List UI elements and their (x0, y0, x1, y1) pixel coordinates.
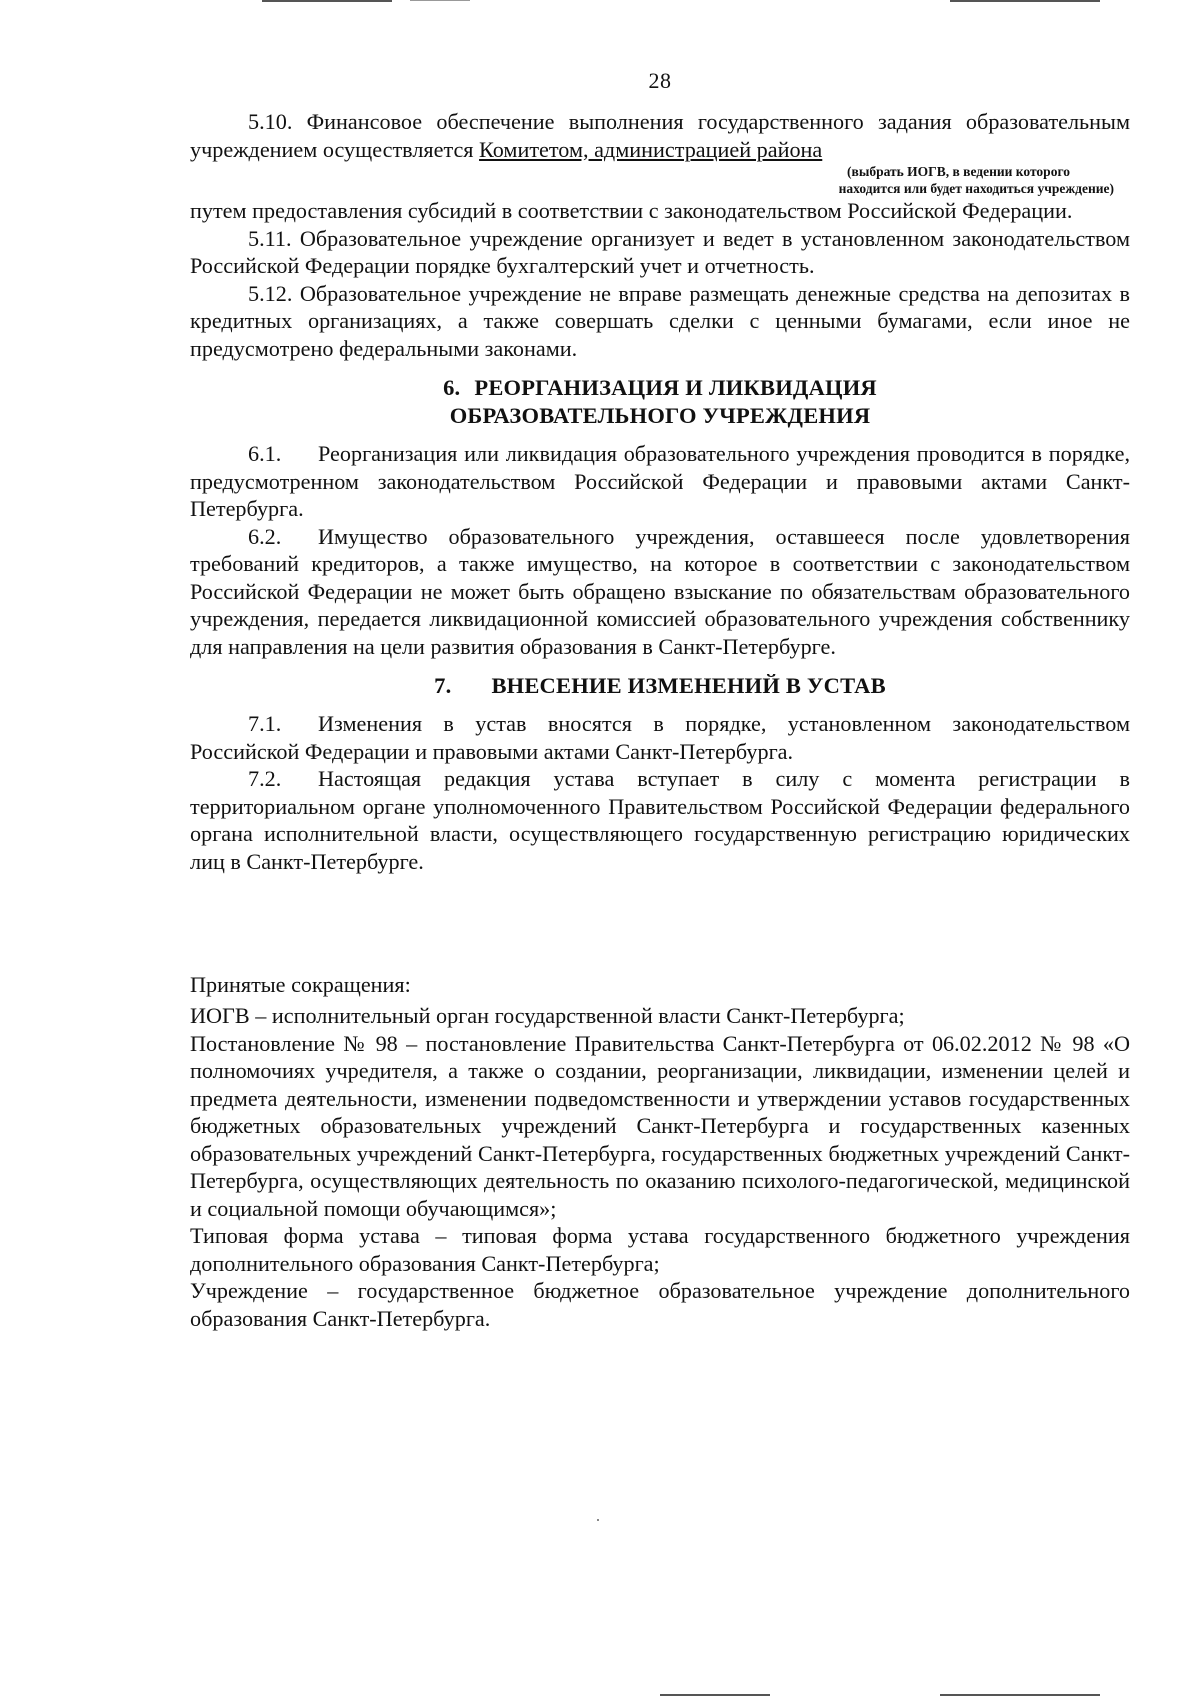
clause-text: Финансовое обеспечение выполнения государственного задания образовательным учреждением осуществляется (190, 109, 1130, 162)
note-line-2: находится или будет находиться учреждение) (838, 181, 1114, 196)
scan-artifact-top-left (262, 0, 392, 2)
abbreviation-item: Типовая форма устава – типовая форма устава государственного бюджетного учреждения дополнительного образования Санкт-Петербурга; (190, 1223, 1130, 1276)
paragraph-5-10-continued: путем предоставления субсидий в соответствии с законодательством Российской Федерации. (190, 198, 1073, 223)
scan-artifact-top-mid (410, 0, 470, 1)
paragraph-7-1 (190, 710, 1130, 765)
clause-number: 5.10. (248, 109, 293, 134)
clause-number: 6.2. (248, 523, 282, 549)
clause-number: 7.2. (248, 766, 282, 791)
section-6-heading (190, 374, 1130, 430)
abbreviation-item: Учреждение – государственное бюджетное образовательное учреждение дополнительного образования Санкт-Петербурга. (190, 1278, 1130, 1331)
clause-number: 5.12. (248, 280, 293, 306)
section-7-heading (190, 672, 1130, 700)
paragraph-7-2 (190, 765, 1130, 875)
abbreviations-block (190, 971, 1130, 1332)
abbreviations-title: Принятые сокращения: (190, 972, 411, 997)
clause-number: 6.1. (248, 441, 282, 466)
clause-number: 7.1. (248, 711, 282, 736)
section-title-line-1: РЕОРГАНИЗАЦИЯ И ЛИКВИДАЦИЯ (474, 375, 877, 400)
section-title-line-2: ОБРАЗОВАТЕЛЬНОГО УЧРЕЖДЕНИЯ (449, 403, 871, 428)
clause-text: Имущество образовательного учреждения, оставшееся после удовлетворения требований кредиторов, а также имущество, на которое в соответствии с законодательством Российской Федерации не может быть обращено взыскание по обязательствам образовательного учреждения, передается ликвидационной комиссией образовательного учреждения собственнику для направления на цели развития образования в Санкт-Петербурге. (190, 523, 1130, 659)
abbreviation-item: Постановление № 98 – постановление Правительства Санкт-Петербурга от 06.02.2012 № 98 «О полномочиях учредителя, а также о создании, реорганизации, ликвидации, изменении целей и предмета деятельности, изменении подведомственности и утверждении уставов государственных бюджетных образовательных учреждений Санкт-Петербурга и государственных казенных образовательных учреждений Санкт-Петербурга, государственных бюджетных учреждений Санкт-Петербурга, осуществляющих деятельность по оказанию психолого-педагогической, медицинской и социальной помощи обучающимся»; (190, 1030, 1130, 1221)
paragraph-5-12 (190, 280, 1130, 363)
scan-artifact-top-right (950, 0, 1100, 2)
section-title: ВНЕСЕНИЕ ИЗМЕНЕНИЙ В УСТАВ (491, 673, 886, 698)
clause-text: Образовательное учреждение не вправе размещать денежные средства на депозитах в кредитных организациях, а также совершать сделки с ценными бумагами, если иное не предусмотрено федеральными законами. (190, 280, 1130, 361)
clause-underlined-fill: Комитетом, администрацией района (479, 136, 823, 162)
page-number: 28 (648, 68, 672, 93)
clause-text: Реорганизация или ликвидация образовательного учреждения проводится в порядке, предусмотренном законодательством Российской Федерации и правовыми актами Санкт-Петербурга. (190, 441, 1130, 521)
paragraph-6-1 (190, 440, 1130, 523)
section-number: 6. (443, 375, 461, 400)
paragraph-5-11 (190, 225, 1130, 280)
clause-text: Настоящая редакция устава вступает в силу с момента регистрации в территориальном органе уполномоченного Правительством Российской Федерации федерального органа исполнительной власти, осуществляющего государственную регистрацию юридических лиц в Санкт-Петербурге. (190, 766, 1130, 874)
paragraph-5-10 (190, 108, 1130, 163)
clause-text: Изменения в устав вносятся в порядке, установленном законодательством Российской Федерации и правовыми актами Санкт-Петербурга. (190, 711, 1130, 764)
abbreviation-item: ИОГВ – исполнительный орган государственной власти Санкт-Петербурга; (190, 1003, 905, 1028)
clause-number: 5.11. (248, 225, 292, 251)
scan-speck (597, 1519, 599, 1521)
document-page (190, 68, 1130, 1332)
fill-in-note (190, 163, 1130, 197)
note-line-1: (выбрать ИОГВ, в ведении которого (847, 164, 1070, 179)
clause-text: Образовательное учреждение организует и ведет в установленном законодательством Российской Федерации порядке бухгалтерский учет и отчетность. (190, 225, 1130, 278)
spacer (190, 875, 1130, 971)
paragraph-6-2 (190, 523, 1130, 661)
section-number: 7. (434, 673, 452, 698)
